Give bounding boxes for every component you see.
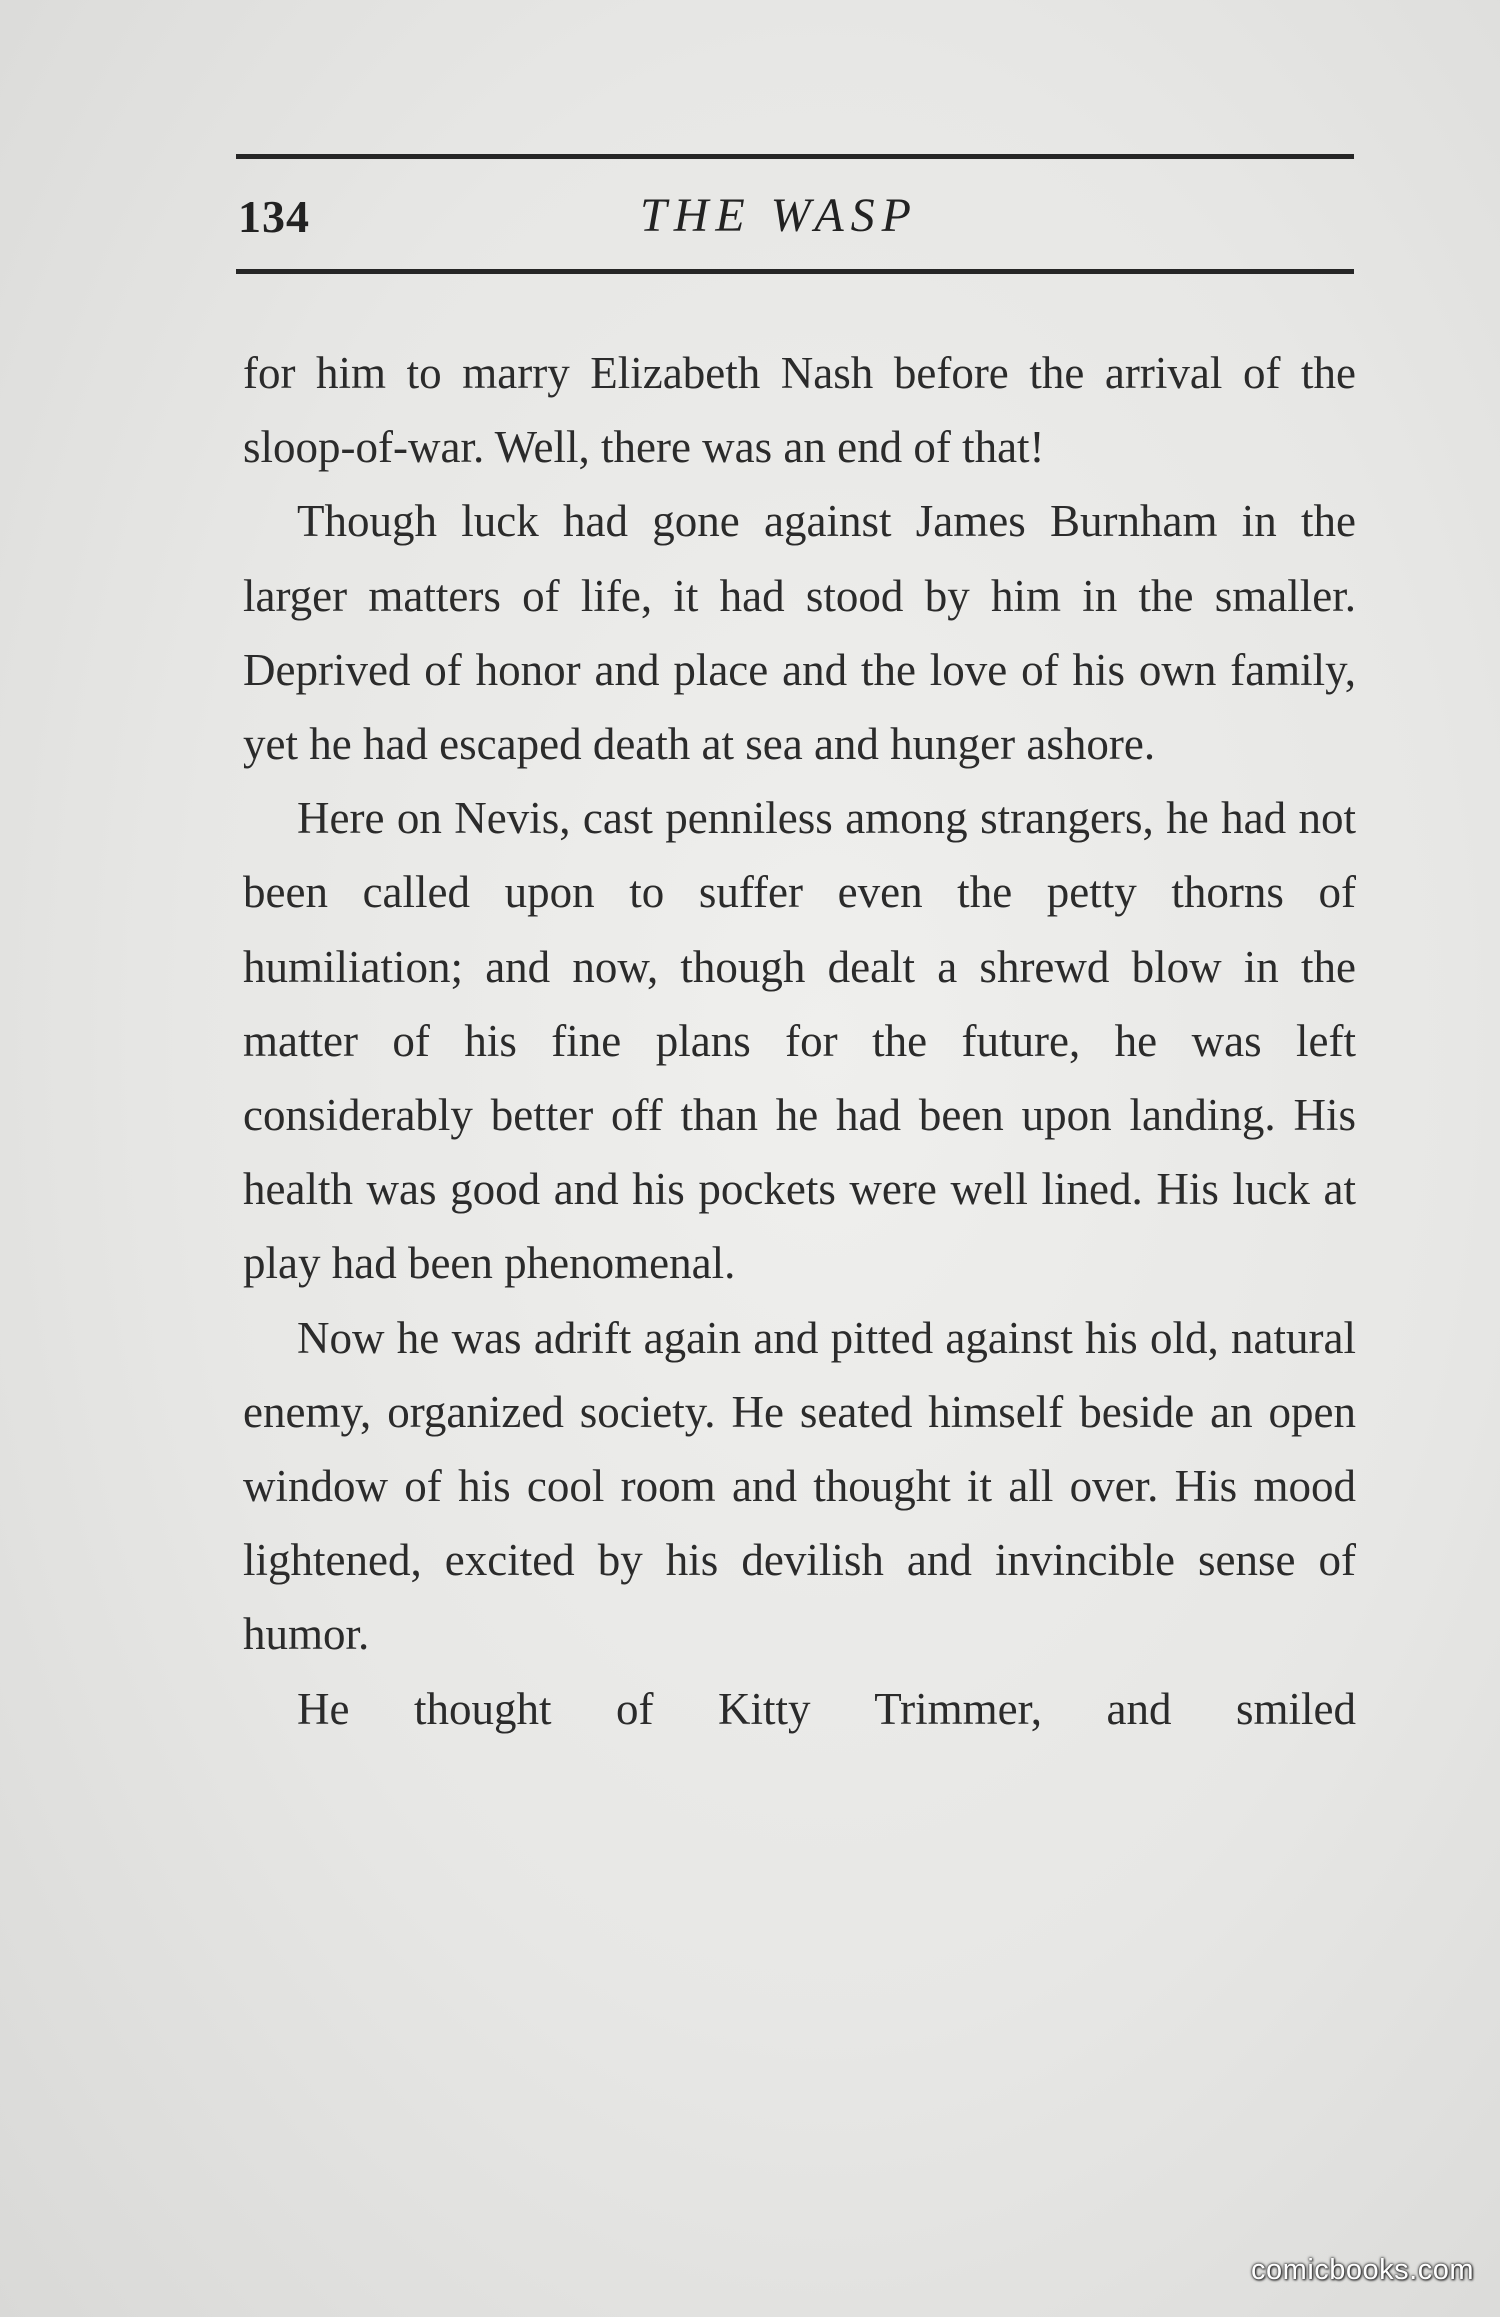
header-top-rule	[236, 154, 1354, 159]
body-text	[243, 336, 1356, 1746]
paragraph-4: Now he was adrift again and pitted against his old, natural enemy, organized society. He seated himself beside an open window of his cool room and thought it all over. His mood lightened, excited by his devilish and invincible sense of humor.	[243, 1312, 1356, 1660]
paragraph-3: Here on Nevis, cast penniless among strangers, he had not been called upon to suffer even the petty thorns of humiliation; and now, though dealt a shrewd blow in the matter of his fine plans for the future, he was left considerably better off than he had been upon landing. His health was good and his pockets were well lined. His luck at play had been phenomenal.	[243, 793, 1356, 1289]
paragraph-1: for him to marry Elizabeth Nash before the arrival of the sloop-of-war. Well, there was an end of that!	[243, 348, 1356, 473]
site-watermark: comicbooks.com	[1251, 2254, 1474, 2286]
running-title: THE WASP	[640, 189, 918, 242]
paragraph-5: He thought of Kitty Trimmer, and smiled	[297, 1683, 1356, 1734]
paragraph-2: Though luck had gone against James Burnham in the larger matters of life, it had stood by him in the smaller. Deprived of honor and place and the love of his own family, yet he had escaped death at sea and hunger ashore.	[243, 496, 1356, 770]
header-bottom-rule	[236, 269, 1354, 274]
page-number: 134	[238, 191, 310, 242]
